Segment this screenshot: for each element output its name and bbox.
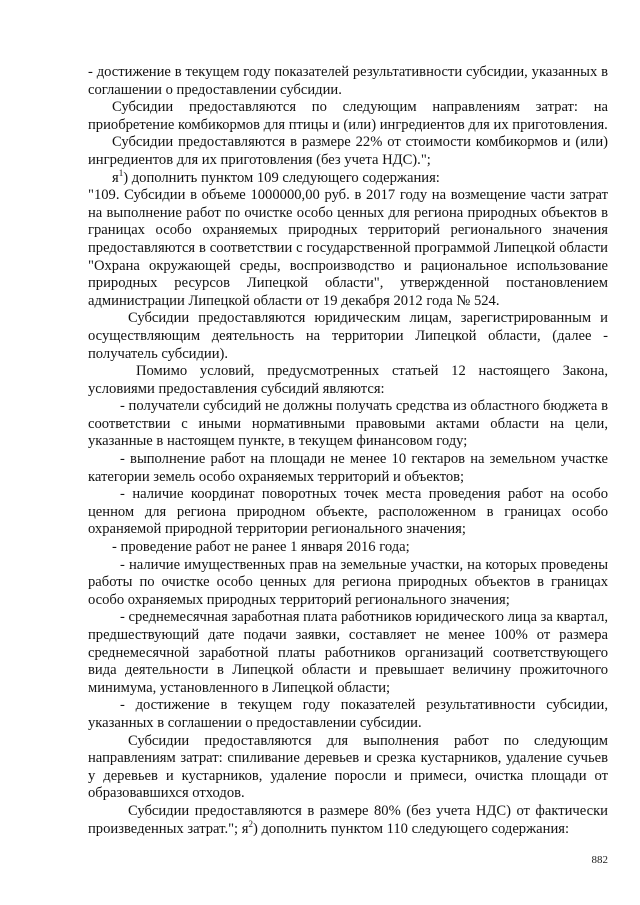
paragraph-14: - достижение в текущем году показателей результативности субсидии, указанных в соглашении о предоставлении субсидии. <box>88 697 608 731</box>
paragraph-8: - получатели субсидий не должны получать средства из областного бюджета в соответствии с иными нормативными правовыми актами области на цели, указанные в настоящем пункте, в текущем финансовом году; <box>88 398 608 450</box>
paragraph-11: - проведение работ не ранее 1 января 2016 года; <box>112 539 410 556</box>
paragraph-9: - выполнение работ на площади не менее 10 гектаров на земельном участке категории земель особо охраняемых территорий и объектов; <box>88 451 608 485</box>
paragraph-15: Субсидии предоставляются для выполнения работ по следующим направлениям затрат: спиливание деревьев и срезка кустарников, удаление сучьев у деревьев и кустарников, удаление поросли и примеси, очистка площади от образовавшихся отходов. <box>88 732 608 802</box>
document-body <box>88 64 608 838</box>
paragraph-16: Субсидии предоставляются в размере 80% (без учета НДС) от фактически произведенных затрат."; $я^2$) дополнить пунктом 110 следующего содержания: <box>88 802 608 837</box>
paragraph-13: - среднемесячная заработная плата работников юридического лица за квартал, предшествующий дате подачи заявки, составляет не менее 100% от размера среднемесячной заработной платы работников организаций соответствующего вида деятельности в Липецкой области и превышает величину прожиточного минимума, установленного в Липецкой области; <box>88 609 608 696</box>
paragraph-1: - достижение в текущем году показателей результативности субсидии, указанных в соглашении о предоставлении субсидии. <box>88 64 608 98</box>
paragraph-7: Помимо условий, предусмотренных статьей 12 настоящего Закона, условиями предоставления субсидий являются: <box>88 363 608 397</box>
superscript: 1 <box>118 167 124 178</box>
paragraph-3: Субсидии предоставляются в размере 22% от стоимости комбикормов и (или) ингредиентов для их приготовления (без учета НДС)."; <box>88 134 608 168</box>
paragraph-5: "109. Субсидии в объеме 1000000,00 руб. в 2017 году на возмещение части затрат на выполнение работ по очистке особо ценных для региона природных объектов в границах особо охраняемых природных территорий регионального значения предоставляются в соответствии с государственной программой Липецкой области "Охрана окружающей среды, воспроизводство и рациональное использование природных ресурсов Липецкой области", утвержденной постановлением администрации Липецкой области от 19 декабря 2012 года № 524. <box>88 187 608 309</box>
paragraph-12: - наличие имущественных прав на земельные участки, на которых проведены работы по очистке особо ценных для региона природных объектов в границах особо охраняемых природных территорий регионального значения; <box>88 556 608 608</box>
page-number: 882 <box>591 854 608 866</box>
paragraph-2: Субсидии предоставляются по следующим направлениям затрат: на приобретение комбикормов для птицы и (или) ингредиентов для их приготовления. <box>88 99 608 133</box>
paragraph-10: - наличие координат поворотных точек места проведения работ на особо ценном для региона природном объекте, расположенном в границах особо охраняемой природной территории регионального значения; <box>88 486 608 538</box>
paragraph-6: Субсидии предоставляются юридическим лицам, зарегистрированным и осуществляющим деятельность на территории Липецкой области, (далее - получатель субсидии). <box>88 310 608 362</box>
paragraph-4: $я^1$) дополнить пунктом 109 следующего содержания: <box>112 167 440 186</box>
superscript: 2 <box>248 818 253 829</box>
